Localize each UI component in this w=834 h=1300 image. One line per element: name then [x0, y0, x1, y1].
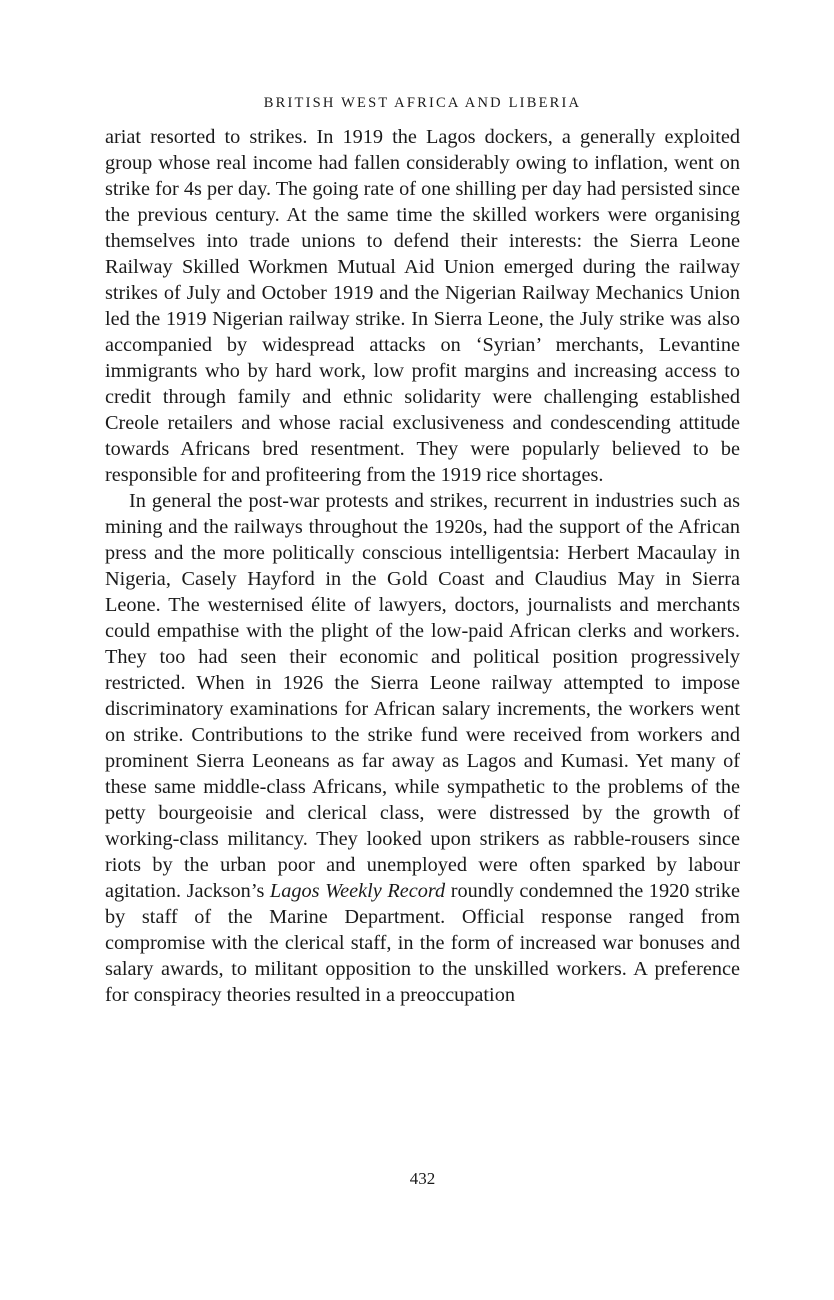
paragraph-2 [105, 488, 740, 1008]
body-text [105, 124, 740, 1008]
paragraph-2-text-before-title: In general the post-war protests and strikes, recurrent in industries such as mining and the railways throughout the 1920s, had the support of the African press and the more politically conscious intelligentsia: Herbert Macaulay in Nigeria, Casely Hayford in the Gold Coast and Claudius May in Sierra Leone. The westernised élite of lawyers, doctors, journalists and merchants could empathise with the plight of the low-paid African clerks and workers. They too had seen their economic and political position progressively restricted. When in 1926 the Sierra Leone railway attempted to impose discriminatory examinations for African salary increments, the workers went on strike. Contributions to the strike fund were received from workers and prominent Sierra Leoneans as far away as Lagos and Kumasi. Yet many of these same middle-class Africans, while sympathetic to the problems of the petty bourgeoisie and clerical class, were distressed by the growth of working-class militancy. They looked upon strikers as rabble-rousers since riots by the urban poor and unemployed were often sparked by labour agitation. Jackson’s [105, 490, 740, 902]
page-number: 432 [409, 1169, 436, 1188]
newspaper-title: Lagos Weekly Record [269, 880, 446, 902]
paragraph-1: ariat resorted to strikes. In 1919 the Lagos dockers, a generally exploited group whose real income had fallen considerably owing to inflation, went on strike for 4s per day. The going rate of one shilling per day had persisted since the previous century. At the same time the skilled workers were organising themselves into trade unions to defend their interests: the Sierra Leone Railway Skilled Workmen Mutual Aid Union emerged during the railway strikes of July and October 1919 and the Nigerian Railway Mechanics Union led the 1919 Nigerian railway strike. In Sierra Leone, the July strike was also accompanied by widespread attacks on ‘Syrian’ merchants, Levantine immigrants who by hard work, low profit margins and increasing access to credit through family and ethnic solidarity were challenging established Creole retailers and whose racial exclusiveness and condescending attitude towards Africans bred resentment. They were popularly believed to be responsible for and profiteering from the 1919 rice shortages. [105, 126, 740, 486]
running-head: BRITISH WEST AFRICA AND LIBERIA [263, 95, 582, 111]
paragraph-2-text-after-title: roundly condemned the 1920 strike by staff of the Marine Department. Official response ranged from compromise with the clerical staff, in the form of increased war bonuses and salary awards, to militant opposition to the unskilled workers. A preference for conspiracy theories resulted in a preoccupation [105, 880, 740, 1006]
